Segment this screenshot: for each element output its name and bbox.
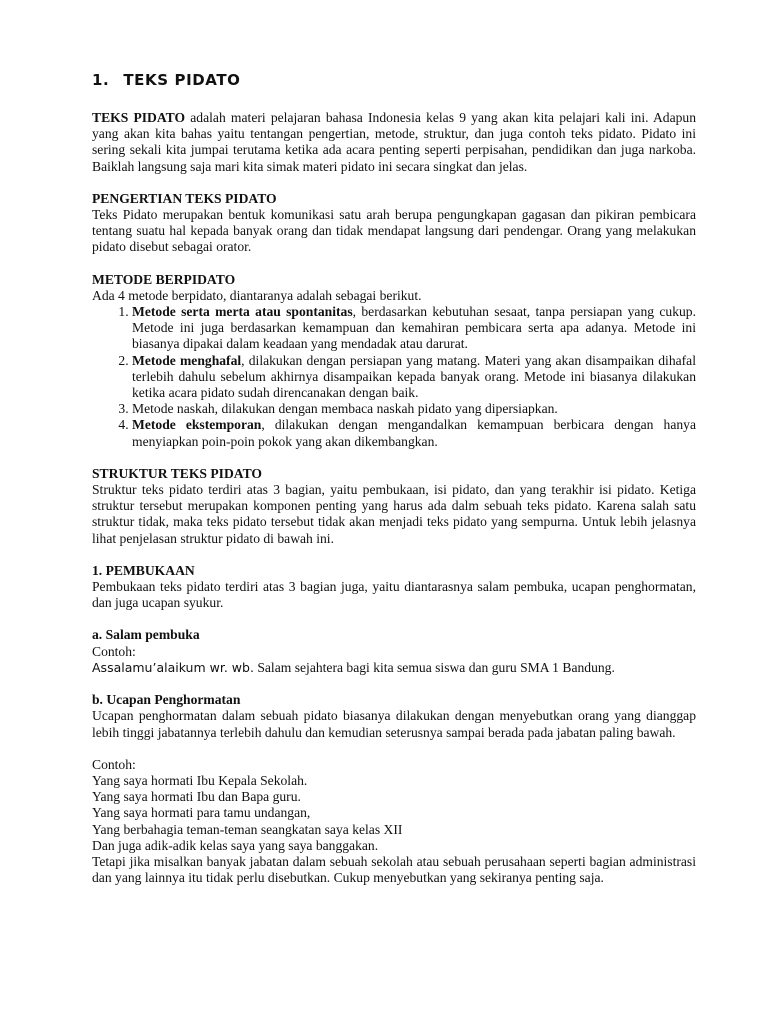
penghormatan-body: Ucapan penghormatan dalam sebuah pidato biasanya dilakukan dengan menyebutkan orang yang dianggap lebih tinggi jabatannya terlebih dahulu dan kemudian seterusnya sampai berada pada jabatan paling bawah. (92, 708, 696, 740)
document-title (92, 70, 696, 90)
metode-heading: METODE BERPIDATO (92, 271, 236, 287)
pengertian-heading: PENGERTIAN TEKS PIDATO (92, 190, 277, 206)
penghormatan-example-3: Yang saya hormati para tamu undangan, (92, 805, 311, 821)
intro-rest: adalah materi pelajaran bahasa Indonesia kelas 9 yang akan kita pelajari kali ini. Adapun yang akan kita bahas yaitu tentangan pengertian, metode, struktur, dan juga contoh teks pidato. Pidato ini sering sekali kita jumpai terutama ketika ada acara penting seperti perpisahan, pendidikan dan juga narkoba. Baiklah langsung saja mari kita simak materi pidato ini secara singkat dan jelas. (92, 110, 696, 174)
metode-intro: Ada 4 metode berpidato, diantaranya adalah sebagai berikut. (92, 287, 422, 303)
salam-example (92, 660, 696, 676)
metode-list (92, 304, 696, 450)
section-metode (92, 272, 696, 450)
document-page (92, 70, 696, 886)
title-number: 1. (92, 71, 110, 89)
section-penghormatan (92, 692, 696, 886)
metode-item-2: 2. Metode menghafal, dilakukan dengan persiapan yang matang. Materi yang akan disampaikan dihafal terlebih dahulu sebelum akhirnya disampaikan kepada banyak orang. Metode ini biasanya dilakukan ketika acara pidato sudah direncanakan dengan baik. (132, 353, 696, 402)
salam-greeting: Assalamu’alaikum wr. wb. (92, 659, 254, 675)
salam-contoh-label: Contoh: (92, 643, 136, 659)
salam-heading: a. Salam pembuka (92, 627, 200, 643)
penghormatan-example-2: Yang saya hormati Ibu dan Bapa guru. (92, 789, 301, 805)
section-struktur (92, 466, 696, 547)
penghormatan-example-1: Yang saya hormati Ibu Kepala Sekolah. (92, 772, 308, 788)
intro-lead: TEKS PIDATO (92, 110, 186, 125)
penghormatan-example-5: Dan juga adik-adik kelas saya yang saya banggakan. (92, 837, 379, 853)
penghormatan-heading: b. Ucapan Penghormatan (92, 692, 241, 708)
section-pengertian (92, 191, 696, 256)
section-pembukaan (92, 563, 696, 612)
intro-paragraph (92, 110, 696, 175)
struktur-heading: STRUKTUR TEKS PIDATO (92, 465, 262, 481)
section-salam (92, 627, 696, 676)
pengertian-body: Teks Pidato merupakan bentuk komunikasi satu arah berupa pengungkapan gagasan dan pikiran pembicara tentang suatu hal kepada banyak orang dan tidak mendapat langsung dari pendengar. Orang yang melakukan pidato disebut sebagai orator. (92, 207, 696, 255)
pembukaan-heading: 1. PEMBUKAAN (92, 562, 195, 578)
penghormatan-closing: Tetapi jika misalkan banyak jabatan dalam sebuah sekolah atau sebuah perusahaan seperti bagian administrasi dan yang lainnya itu tidak perlu disebutkan. Cukup menyebutkan yang sekiranya penting saja. (92, 853, 696, 886)
penghormatan-example-4: Yang berbahagia teman-teman seangkatan saya kelas XII (92, 821, 403, 837)
pembukaan-body: Pembukaan teks pidato terdiri atas 3 bagian juga, yaitu diantarasnya salam pembuka, ucapan penghormatan, dan juga ucapan syukur. (92, 579, 696, 611)
metode-item-4: 4. Metode ekstemporan, dilakukan dengan mengandalkan kemampuan berbicara dengan hanya menyiapkan poin-poin pokok yang akan dikembangkan. (132, 417, 696, 449)
metode-item-3: 3. Metode naskah, dilakukan dengan membaca naskah pidato yang dipersiapkan. (132, 401, 696, 417)
title-text: TEKS PIDATO (123, 71, 241, 89)
struktur-body: Struktur teks pidato terdiri atas 3 bagian, yaitu pembukaan, isi pidato, dan yang terakhir isi pidato. Ketiga struktur tersebut merupakan komponen penting yang harus ada dalm sebuah teks pidato. Karena salah satu struktur tidak, maka teks pidato tersebut tidak akan menjadi teks pidato yang sempurna. Untuk lebih jelasnya lihat penjelasan struktur pidato di bawah ini. (92, 482, 696, 546)
metode-item-1: 1. Metode serta merta atau spontanitas, berdasarkan kebutuhan sesaat, tanpa persiapan yang cukup. Metode ini juga berdasarkan kemampuan dan kemahiran pembicara serta apa adanya. Metode ini biasanya dipakai dalam keadaan yang mendadak atau darurat. (132, 304, 696, 353)
salam-greeting-rest: Salam sejahtera bagi kita semua siswa dan guru SMA 1 Bandung. (253, 659, 615, 675)
penghormatan-contoh-label: Contoh: (92, 756, 136, 772)
